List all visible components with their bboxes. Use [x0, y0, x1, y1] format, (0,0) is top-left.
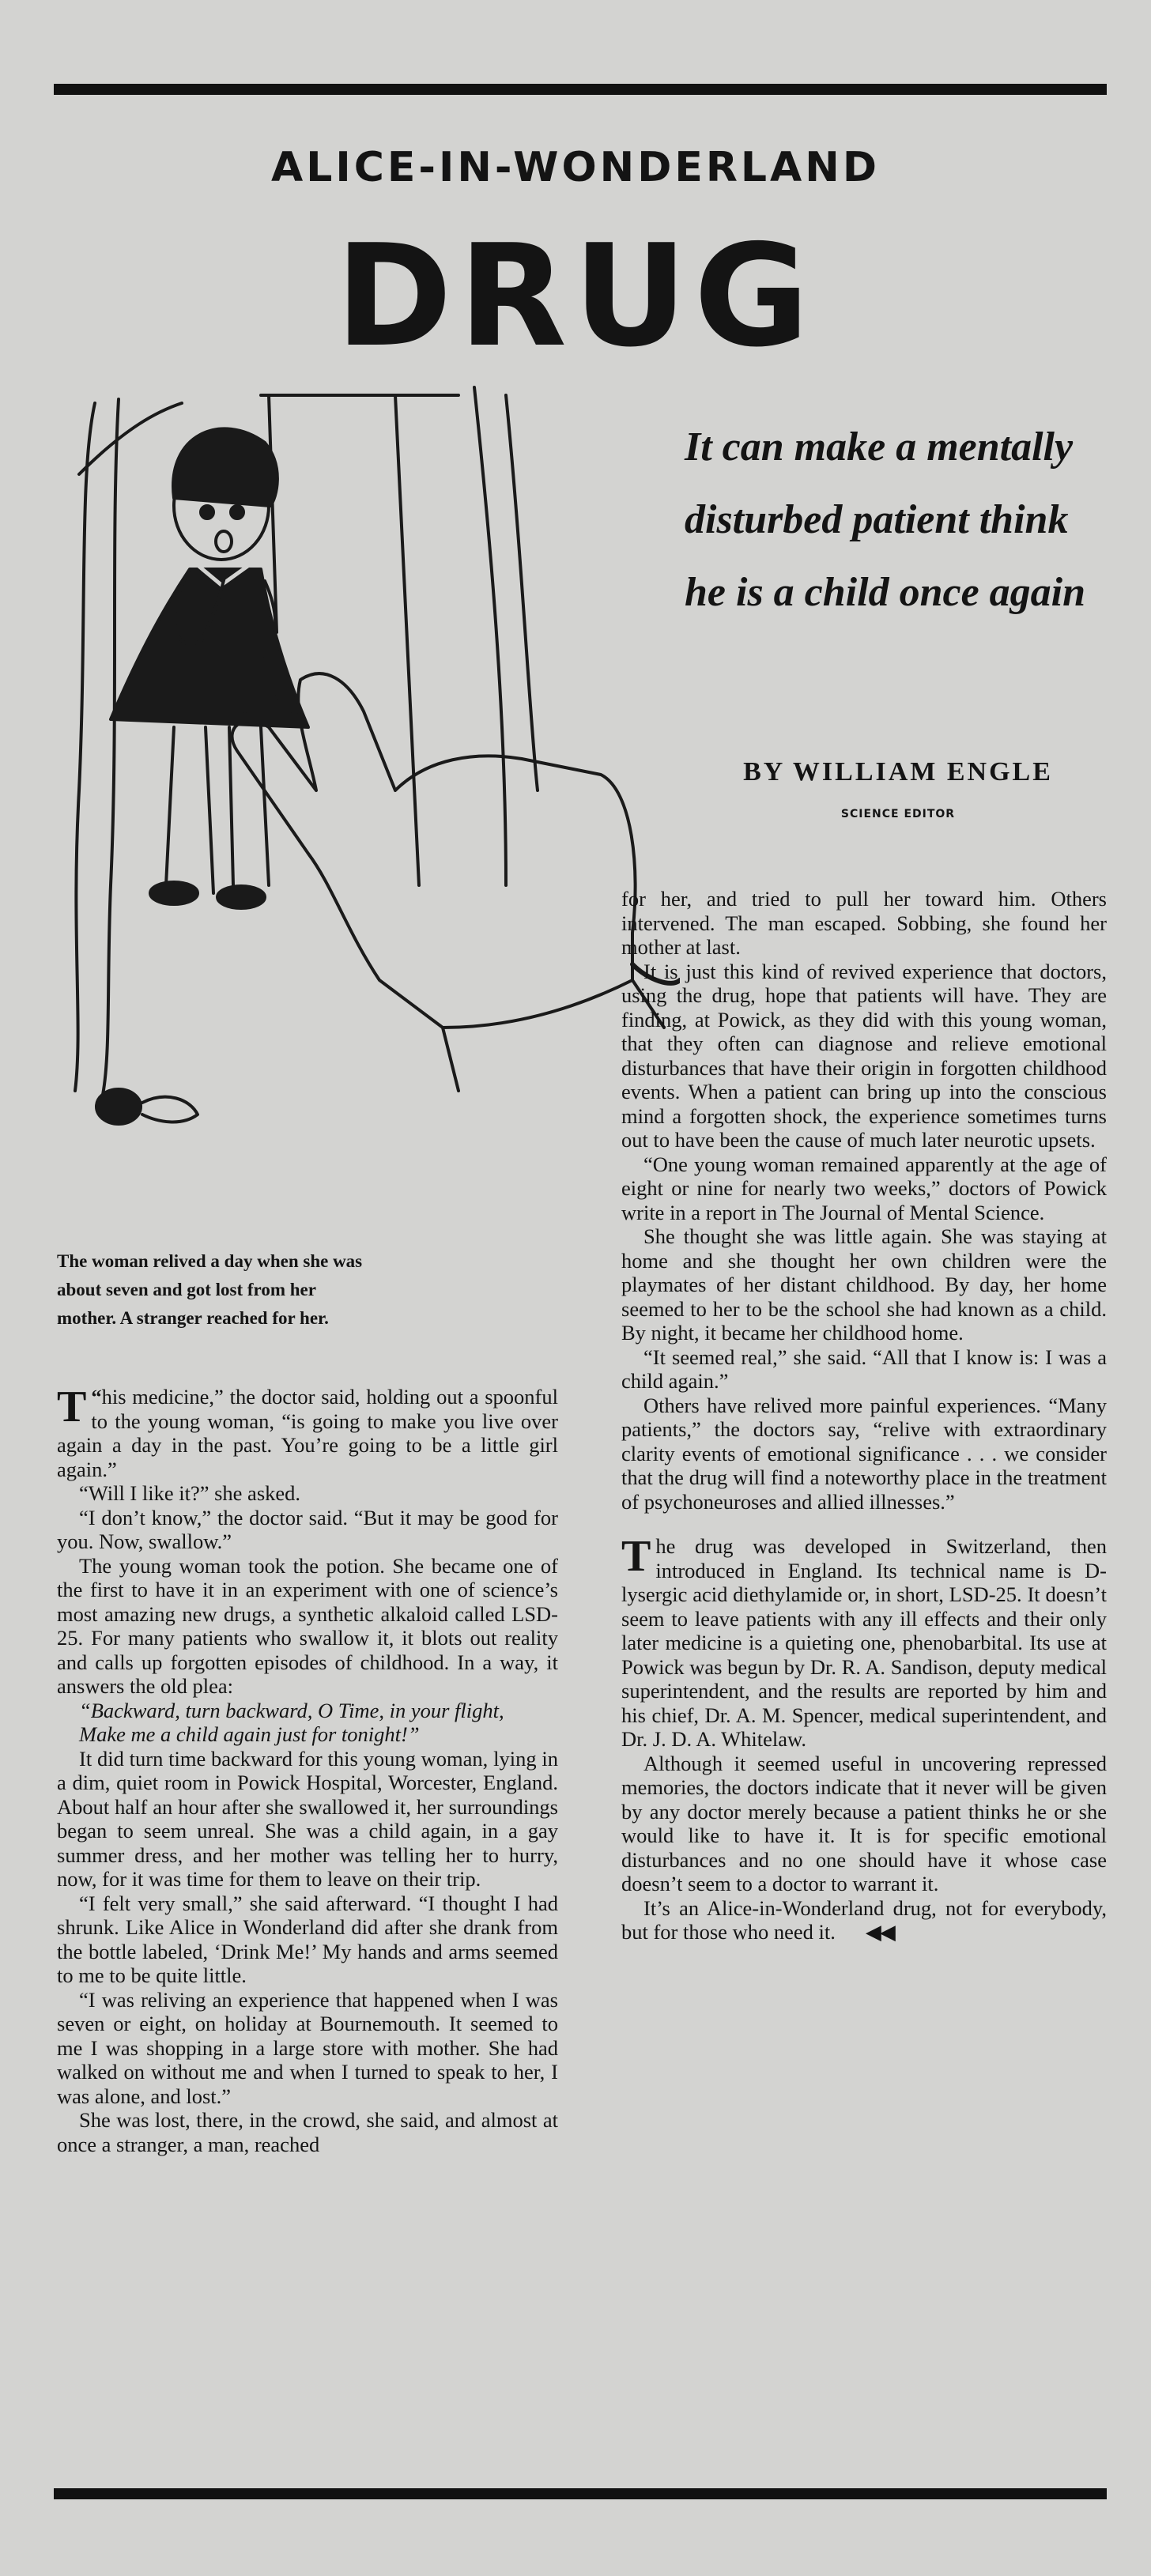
deck-line: It can make a mentally — [685, 424, 1074, 470]
lead-text: his medicine,” the doctor said, holding out a spoonful to the young woman, “is going to make you live over again a day in the past. You’re going to be a little girl again.” — [57, 1385, 558, 1481]
article-paragraph: “I felt very small,” she said afterward. “I thought I had shrunk. Like Alice in Wonderland did after she drank from the bottle labeled, ‘Drink Me!’ My hands and arms seemed to me to be quite little. — [57, 1891, 558, 1987]
deck-line: disturbed patient think — [685, 497, 1069, 542]
drop-cap: T — [57, 1382, 87, 1431]
article-paragraph: It did turn time backward for this young woman, lying in a dim, quiet room in Powick Hospital, Worcester, England. About half an hour after she swallowed it, her surroundings began to seem unreal. She was a child again, in a gay summer dress, and her mother was telling her to hurry, now, for it was time for them to leave on their trip. — [57, 1746, 558, 1891]
article-paragraph: “Will I like it?” she asked. — [79, 1481, 301, 1505]
caption-line: mother. A stranger reached for her. — [57, 1308, 329, 1328]
article-paragraph — [621, 1534, 1107, 1752]
opening-quote: “ — [91, 1385, 102, 1409]
article-paragraph: “It seemed real,” she said. “All that I know is: I was a child again.” — [621, 1345, 1107, 1393]
girl-legs — [166, 727, 269, 893]
headline: DRUG — [335, 214, 816, 378]
curtain-left — [75, 403, 95, 1091]
girl-hair — [173, 428, 277, 506]
curtain-left-fold — [103, 399, 119, 1095]
caption-line: The woman relived a day when she was — [57, 1251, 363, 1271]
article-paragraph — [621, 1896, 1107, 1945]
article-paragraph: “I was reliving an experience that happened when I was seven or eight, on holiday at Bournemouth. It seemed to me I was shopping in a large store with mother. She had walked on without me and when I turned to speak to her, I was alone, and lost.” — [57, 1987, 558, 2108]
drop-cap: T — [621, 1532, 651, 1581]
girl-and-hand-illustration — [63, 379, 680, 1241]
verse-line: Make me a child again just for tonight!” — [79, 1722, 420, 1746]
article-paragraph: Although it seemed useful in uncovering repressed memories, the doctors indicate that it never will be given by any doctor merely because a patient thinks he or she would like to have it. It is for specific emotional disturbances and no one should have it whose case doesn’t seem to a doctor to warrant it. — [621, 1751, 1107, 1895]
article-paragraph: for her, and tried to pull her toward him. Others intervened. The man escaped. Sobbing, she found her mother at last. — [621, 887, 1107, 959]
article-paragraph: She thought she was little again. She was staying at home and she thought her own children were the playmates of her distant childhood. By day, her home seemed to her to be the school she had known as a child. By night, it became her childhood home. — [621, 1224, 1107, 1345]
girl-dress — [111, 569, 308, 727]
top-rule — [54, 84, 1107, 95]
article-paragraph: She was lost, there, in the crowd, she said, and almost at once a stranger, a man, reached — [57, 2108, 558, 2156]
byline: BY WILLIAM ENGLE — [743, 757, 1053, 786]
article-paragraph — [57, 1382, 558, 1481]
caption-line: about seven and got lost from her — [57, 1280, 316, 1299]
article-paragraph: The young woman took the potion. She became one of the first to have it in an experiment with one of science’s most amazing new drugs, a synthetic alkaloid called LSD-25. For many patients who swallow it, it blots out reality and calls up forgotten episodes of childhood. In a way, it answers the old plea: — [57, 1553, 558, 1698]
article-paragraph: Others have relived more painful experiences. “Many patients,” the doctors say, “relive with extraordinary clarity events of emotional significance . . . we consider that the drug will find a noteworthy place in the treatment of psychoneuroses and allied illnesses.” — [621, 1393, 1107, 1514]
section-text: he drug was developed in Switzerland, then introduced in England. Its technical name is D-lysergic acid diethylamide or, in short, LSD-25. It doesn’t seem to leave patients with any ill effects and their only later medicine is a quieting one, phenobarbital. Its use at Powick was begun by Dr. R. A. Sandison, deputy medical superintendent, and the results are reported by him and his chief, Dr. A. M. Spencer, medical superintendent, and Dr. J. D. A. Whitelaw. — [621, 1534, 1107, 1751]
article-paragraph: It is just this kind of revived experience that doctors, using the drug, hope that patients will have. They are finding, at Powick, as they did with this young woman, that they often can diagnose and relieve emotional disturbances that have their origin in forgotten childhood events. When a patient can bring up into the conscious mind a forgotten shock, the experience sometimes turns out to have been the cause of much later neurotic upsets. — [621, 959, 1107, 1152]
curtain-right-fold — [506, 395, 538, 790]
kicker-title: ALICE-IN-WONDERLAND — [271, 144, 880, 191]
byline-role: SCIENCE EDITOR — [840, 808, 956, 820]
article-paragraph: “One young woman remained apparently at the age of eight or nine for nearly two weeks,” doctors of Powick write in a report in The Journal of Mental Science. — [621, 1152, 1107, 1224]
deck-line: he is a child once again — [685, 570, 1086, 615]
deck-subtitle — [685, 411, 1111, 629]
end-mark-icon: ◀◀ — [865, 1921, 894, 1944]
dropped-bag — [96, 1089, 141, 1124]
article-column-right — [621, 887, 1107, 1945]
verse-line: “Backward, turn backward, O Time, in your flight, — [79, 1698, 504, 1722]
bottom-rule — [54, 2488, 1107, 2499]
photo-caption — [57, 1247, 468, 1333]
dress-rack — [261, 395, 459, 885]
article-paragraph: “I don’t know,” the doctor said. “But it may be good for you. Now, swallow.” — [57, 1505, 558, 1553]
closing-text: It’s an Alice-in-Wonderland drug, not for everybody, but for those who need it. — [621, 1895, 1107, 1944]
article-column-left — [57, 1382, 558, 2156]
curtain-right — [474, 387, 506, 885]
